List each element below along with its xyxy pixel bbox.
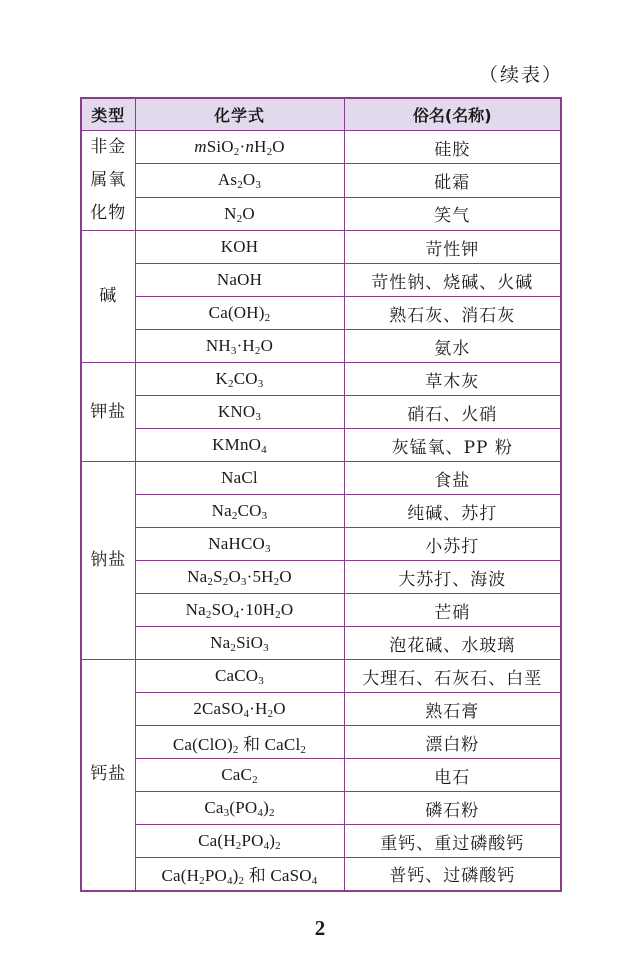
common-name-cell: 熟石膏 (344, 693, 561, 726)
table-row (81, 825, 561, 858)
common-name-cell: 漂白粉 (344, 726, 561, 759)
table-row (81, 528, 561, 561)
common-name-cell: 硝石、火硝 (344, 396, 561, 429)
common-name-cell: 砒霜 (344, 164, 561, 197)
formula-cell: $Na_2SO_4\cdot 10H_2O$ (135, 594, 344, 627)
header-common-name: 俗名(名称) (344, 98, 561, 131)
table-row (81, 363, 561, 396)
formula-cell: KMnO$_4$ (135, 429, 344, 462)
formula-cell: $NH_3\cdot H_2O$ (135, 330, 344, 363)
formula-cell: $2CaSO_4\cdot H_2O$ (135, 693, 344, 726)
formula-cell: $mSiO_2\cdot nH_2O$ (135, 131, 344, 164)
table-row (81, 627, 561, 660)
formula-cell: $K_2CO_3$ (135, 363, 344, 396)
common-name-cell: 苛性钾 (344, 231, 561, 264)
category-cell (81, 462, 135, 660)
header-category: 类型 (81, 98, 135, 131)
table-row (81, 264, 561, 297)
common-name-cell: 大苏打、海波 (344, 561, 561, 594)
category-cell (81, 231, 135, 363)
common-name-cell: 磷石粉 (344, 792, 561, 825)
table-row (81, 197, 561, 230)
header-formula: 化学式 (135, 98, 344, 131)
chemical-names-table (80, 97, 562, 892)
formula-cell: $Na_2S_2O_3\cdot 5H_2O$ (135, 561, 344, 594)
table-row (81, 396, 561, 429)
common-name-cell: 硅胶 (344, 131, 561, 164)
table-row (81, 792, 561, 825)
page-number: 2 (314, 916, 326, 940)
common-name-cell: 笑气 (344, 197, 561, 230)
category-cell (81, 660, 135, 891)
category-label-line: 钠盐 (90, 550, 127, 570)
common-name-cell: 草木灰 (344, 363, 561, 396)
table-body (81, 131, 561, 891)
table-row (81, 858, 561, 891)
common-name-cell: 食盐 (344, 462, 561, 495)
common-name-cell: 大理石、石灰石、白垩 (344, 660, 561, 693)
table-header-row (81, 98, 561, 131)
common-name-cell: 氨水 (344, 330, 561, 363)
table-row (81, 297, 561, 330)
common-name-cell: 重钙、重过磷酸钙 (344, 825, 561, 858)
formula-cell: $Ca(ClO)_2$ 和 CaCl$_2$ (135, 726, 344, 759)
formula-cell: NaHCO$_3$ (135, 528, 344, 561)
category-label-line: 化物 (90, 203, 127, 223)
table-row (81, 429, 561, 462)
formula-cell: $KNO_3$ (135, 396, 344, 429)
table-row (81, 462, 561, 495)
table-row (81, 660, 561, 693)
category-label-line: 碱 (99, 286, 118, 306)
common-name-cell: 芒硝 (344, 594, 561, 627)
common-name-cell: 普钙、过磷酸钙 (344, 858, 561, 891)
category-cell (81, 131, 135, 231)
common-name-cell: 灰锰氧、PP 粉 (344, 429, 561, 462)
table-row (81, 726, 561, 759)
formula-cell: $Na_2CO_3$ (135, 495, 344, 528)
formula-cell: $N_2O$ (135, 197, 344, 230)
formula-cell: $Ca(OH)_2$ (135, 297, 344, 330)
table-row (81, 330, 561, 363)
table-row (81, 759, 561, 792)
formula-cell: CaC$_2$ (135, 759, 344, 792)
table-row (81, 693, 561, 726)
formula-cell: $Ca(H_2PO_4)_2$ (135, 825, 344, 858)
continued-label: （续表） (478, 64, 563, 86)
formula-cell: $As_2O_3$ (135, 164, 344, 197)
formula-cell: NaCl (135, 462, 344, 495)
table-row (81, 131, 561, 164)
formula-cell: NaOH (135, 264, 344, 297)
table-row (81, 231, 561, 264)
formula-cell: $Ca_3(PO_4)_2$ (135, 792, 344, 825)
category-label-line: 钾盐 (90, 401, 127, 422)
table-row (81, 164, 561, 197)
common-name-cell: 苛性钠、烧碱、火碱 (344, 264, 561, 297)
category-label-line: 钙盐 (90, 764, 127, 785)
formula-cell: CaCO$_3$ (135, 660, 344, 693)
table-row (81, 594, 561, 627)
category-label-line: 属氧 (90, 170, 127, 190)
table-row (81, 561, 561, 594)
category-cell (81, 363, 135, 462)
table-row (81, 495, 561, 528)
formula-cell: $Ca(H_2PO_4)_2$ 和 CaSO$_4$ (135, 858, 344, 891)
formula-cell: KOH (135, 231, 344, 264)
common-name-cell: 纯碱、苏打 (344, 495, 561, 528)
common-name-cell: 小苏打 (344, 528, 561, 561)
common-name-cell: 熟石灰、消石灰 (344, 297, 561, 330)
common-name-cell: 泡花碱、水玻璃 (344, 627, 561, 660)
category-label-line: 非金 (90, 137, 127, 157)
common-name-cell: 电石 (344, 759, 561, 792)
formula-cell: $Na_2SiO_3$ (135, 627, 344, 660)
